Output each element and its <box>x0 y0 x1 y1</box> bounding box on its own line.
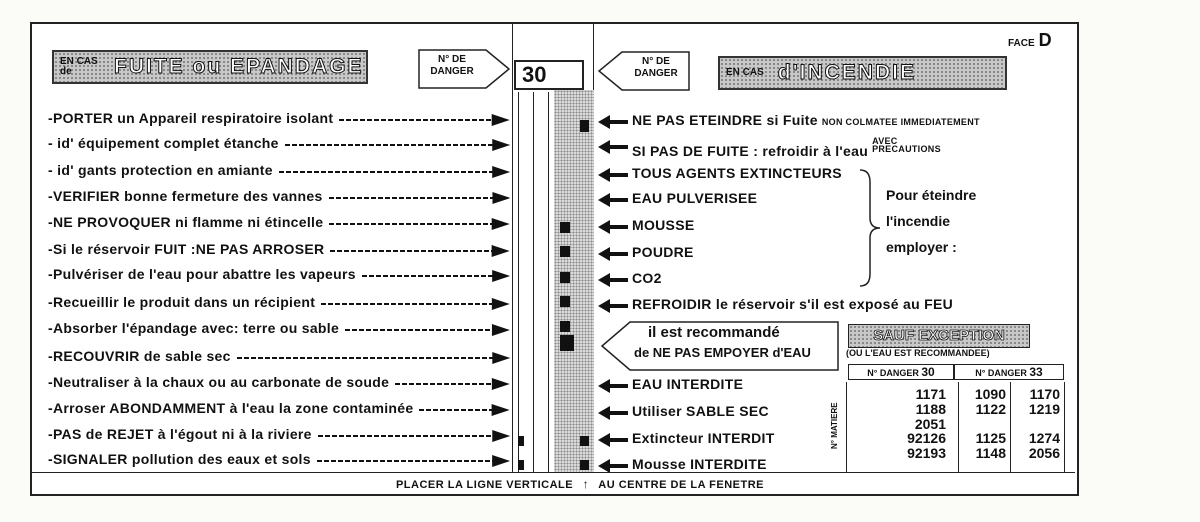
leak-instruction-text: -SIGNALER pollution des eaux et sols <box>48 451 311 467</box>
arrow-left-icon <box>598 140 628 154</box>
arrow-left-icon <box>598 459 628 473</box>
fire-warning-text: Utiliser SABLE SEC <box>632 403 769 419</box>
arrow-right-icon <box>419 403 510 417</box>
arrow-left-icon <box>598 220 628 234</box>
arrow-left-icon <box>598 379 628 393</box>
center-column <box>512 24 594 472</box>
footer-right: AU CENTRE DE LA FENETRE <box>598 479 765 491</box>
leak-instruction-row <box>48 214 513 234</box>
danger-tag-left <box>418 49 510 89</box>
leak-instruction-text: -RECOUVRIR de sable sec <box>48 348 231 364</box>
leak-instruction-row <box>48 426 513 446</box>
face-text: FACE <box>1008 38 1035 49</box>
extinguish-line-2: l'incendie <box>886 213 951 229</box>
arrow-right-icon <box>317 454 510 468</box>
arrow-right-icon <box>318 429 510 443</box>
arrow-left-icon <box>598 299 628 313</box>
marker-square <box>560 321 570 332</box>
fire-warning-text: Extincteur INTERDIT <box>632 430 775 446</box>
extinguish-note <box>886 182 976 260</box>
substance-number: 1122 <box>975 401 1006 417</box>
substance-number: 1125 <box>975 430 1006 446</box>
arrow-right-icon <box>339 113 510 127</box>
arrow-left-icon <box>598 247 628 261</box>
footer-instruction <box>300 477 860 491</box>
arrow-right-icon <box>395 377 510 391</box>
extinguish-line-3: employer : <box>886 239 957 255</box>
danger-tag-left-text: N° DE DANGER <box>430 54 474 77</box>
leak-banner <box>52 50 368 84</box>
marker-square <box>518 436 524 446</box>
substance-number: 1170 <box>1029 386 1060 402</box>
leak-banner-small: EN CAS de <box>60 56 98 77</box>
leak-instruction-text: -NE PROVOQUER ni flamme ni étincelle <box>48 214 324 230</box>
exception-banner: SAUF EXCEPTION <box>848 324 1030 348</box>
substance-number: 1188 <box>915 401 946 417</box>
arrow-right-icon <box>237 351 510 365</box>
marker-square <box>518 460 524 470</box>
up-arrow-icon: ↑ <box>582 477 590 491</box>
fire-banner-title: d'INCENDIE <box>777 61 916 84</box>
leak-instruction-row <box>48 162 513 182</box>
substance-number: 1148 <box>975 445 1006 461</box>
footer-left: PLACER LA LIGNE VERTICALE <box>395 479 574 491</box>
leak-instruction-text: -Arroser ABONDAMMENT à l'eau la zone contaminée <box>48 400 414 416</box>
arrow-left-icon <box>598 168 628 182</box>
marker-square <box>580 460 589 470</box>
substance-number: 92193 <box>907 445 946 461</box>
leak-instruction-row <box>48 320 513 340</box>
fire-warning-text: Mousse INTERDITE <box>632 456 767 472</box>
substance-number: 2051 <box>914 416 946 432</box>
arrow-right-icon <box>279 165 510 179</box>
recommendation-box <box>600 320 840 372</box>
arrow-right-icon <box>329 217 510 231</box>
fire-instruction-text: EAU PULVERISEE <box>632 190 758 206</box>
exception-note: (OU L'EAU EST RECOMMANDEE) <box>846 348 990 358</box>
marker-square <box>560 272 570 283</box>
fire-banner <box>718 56 1007 90</box>
leak-instruction-text: -Neutraliser à la chaux ou au carbonate de soude <box>48 374 390 390</box>
leak-instruction-text: -PORTER un Appareil respiratoire isolant <box>48 110 334 126</box>
marker-square <box>580 120 589 132</box>
danger-number-window: 30 <box>514 60 584 90</box>
leak-instruction-row <box>48 188 513 208</box>
leak-instruction-row <box>48 135 513 155</box>
leak-instruction-row <box>48 400 513 420</box>
arrow-right-icon <box>285 138 510 152</box>
table-header-30: N° DANGER 30 <box>848 364 954 380</box>
recommendation-line-2: de NE PAS EMPOYER d'EAU <box>634 345 811 360</box>
leak-instruction-text: -Si le réservoir FUIT :NE PAS ARROSER <box>48 241 325 257</box>
arrow-right-icon <box>362 269 510 283</box>
arrow-left-icon <box>598 193 628 207</box>
extinguish-line-1: Pour éteindre <box>886 187 977 203</box>
leak-instruction-row <box>48 374 513 394</box>
arrow-right-icon <box>329 191 510 205</box>
arrow-left-icon <box>598 273 628 287</box>
fire-instruction-text: REFROIDIR le réservoir s'il est exposé au FEU <box>632 296 954 312</box>
leak-instruction-text: -PAS de REJET à l'égout ni à la riviere <box>48 426 312 442</box>
leak-banner-title: FUITE ou EPANDAGE <box>114 55 364 78</box>
fire-banner-small: EN CAS <box>726 67 764 78</box>
arrow-left-icon <box>598 406 628 420</box>
danger-tag-right <box>598 51 690 91</box>
marker-square <box>560 246 570 257</box>
fire-warning-text: EAU INTERDITE <box>632 376 744 392</box>
leak-instruction-row <box>48 110 513 130</box>
leak-instruction-row <box>48 241 513 261</box>
table-row-label: N° MATIERE <box>830 402 839 450</box>
substance-number: 1274 <box>1028 430 1060 446</box>
substance-number: 2056 <box>1028 445 1060 461</box>
leak-instruction-text: - id' gants protection en amiante <box>48 162 273 178</box>
leak-instruction-row <box>48 294 513 314</box>
leak-instruction-text: -Pulvériser de l'eau pour abattre les vapeurs <box>48 266 356 282</box>
leak-instruction-text: - id' équipement complet étanche <box>48 135 279 151</box>
substance-number: 92126 <box>907 430 946 446</box>
danger-tag-right-text: N° DE DANGER <box>634 56 678 79</box>
arrow-right-icon <box>330 244 510 258</box>
fire-instruction-text: MOUSSE <box>632 217 695 233</box>
arrow-left-icon <box>598 433 628 447</box>
substance-table <box>828 364 1068 472</box>
fire-instruction-text: POUDRE <box>632 244 694 260</box>
fire-instruction-text: NE PAS ETEINDRE si Fuite NON COLMATEE IMMEDIATEMENT <box>632 112 980 128</box>
fire-instruction-text: CO2 <box>632 270 662 286</box>
arrow-left-icon <box>598 115 628 129</box>
fire-instruction-text: TOUS AGENTS EXTINCTEURS <box>632 165 842 181</box>
leak-instruction-text: -VERIFIER bonne fermeture des vannes <box>48 188 323 204</box>
face-label <box>1008 30 1052 51</box>
fire-instruction-text: SI PAS DE FUITE : refroidir à l'eauAVEC PRECAUTIONS <box>632 136 941 159</box>
leak-instruction-text: -Absorber l'épandage avec: terre ou sable <box>48 320 340 336</box>
recommendation-line-1: il est recommandé <box>648 324 780 341</box>
marker-square <box>580 436 589 446</box>
marker-square <box>560 222 570 233</box>
table-header-33: N° DANGER 33 <box>954 364 1064 380</box>
arrow-right-icon <box>345 323 510 337</box>
leak-instruction-row <box>48 348 513 368</box>
marker-square <box>560 335 574 351</box>
brace-icon <box>858 168 882 288</box>
arrow-right-icon <box>321 297 510 311</box>
leak-instruction-text: -Recueillir le produit dans un récipient <box>48 294 316 310</box>
face-letter: D <box>1038 30 1052 50</box>
substance-number: 1219 <box>1028 401 1060 417</box>
leak-instruction-row <box>48 266 513 286</box>
marker-square <box>560 296 570 307</box>
vertical-guide-right <box>548 92 549 472</box>
substance-number: 1090 <box>974 386 1006 402</box>
vertical-guide-left <box>518 92 534 472</box>
leak-instruction-row <box>48 451 513 471</box>
substance-number: 1171 <box>915 386 946 402</box>
